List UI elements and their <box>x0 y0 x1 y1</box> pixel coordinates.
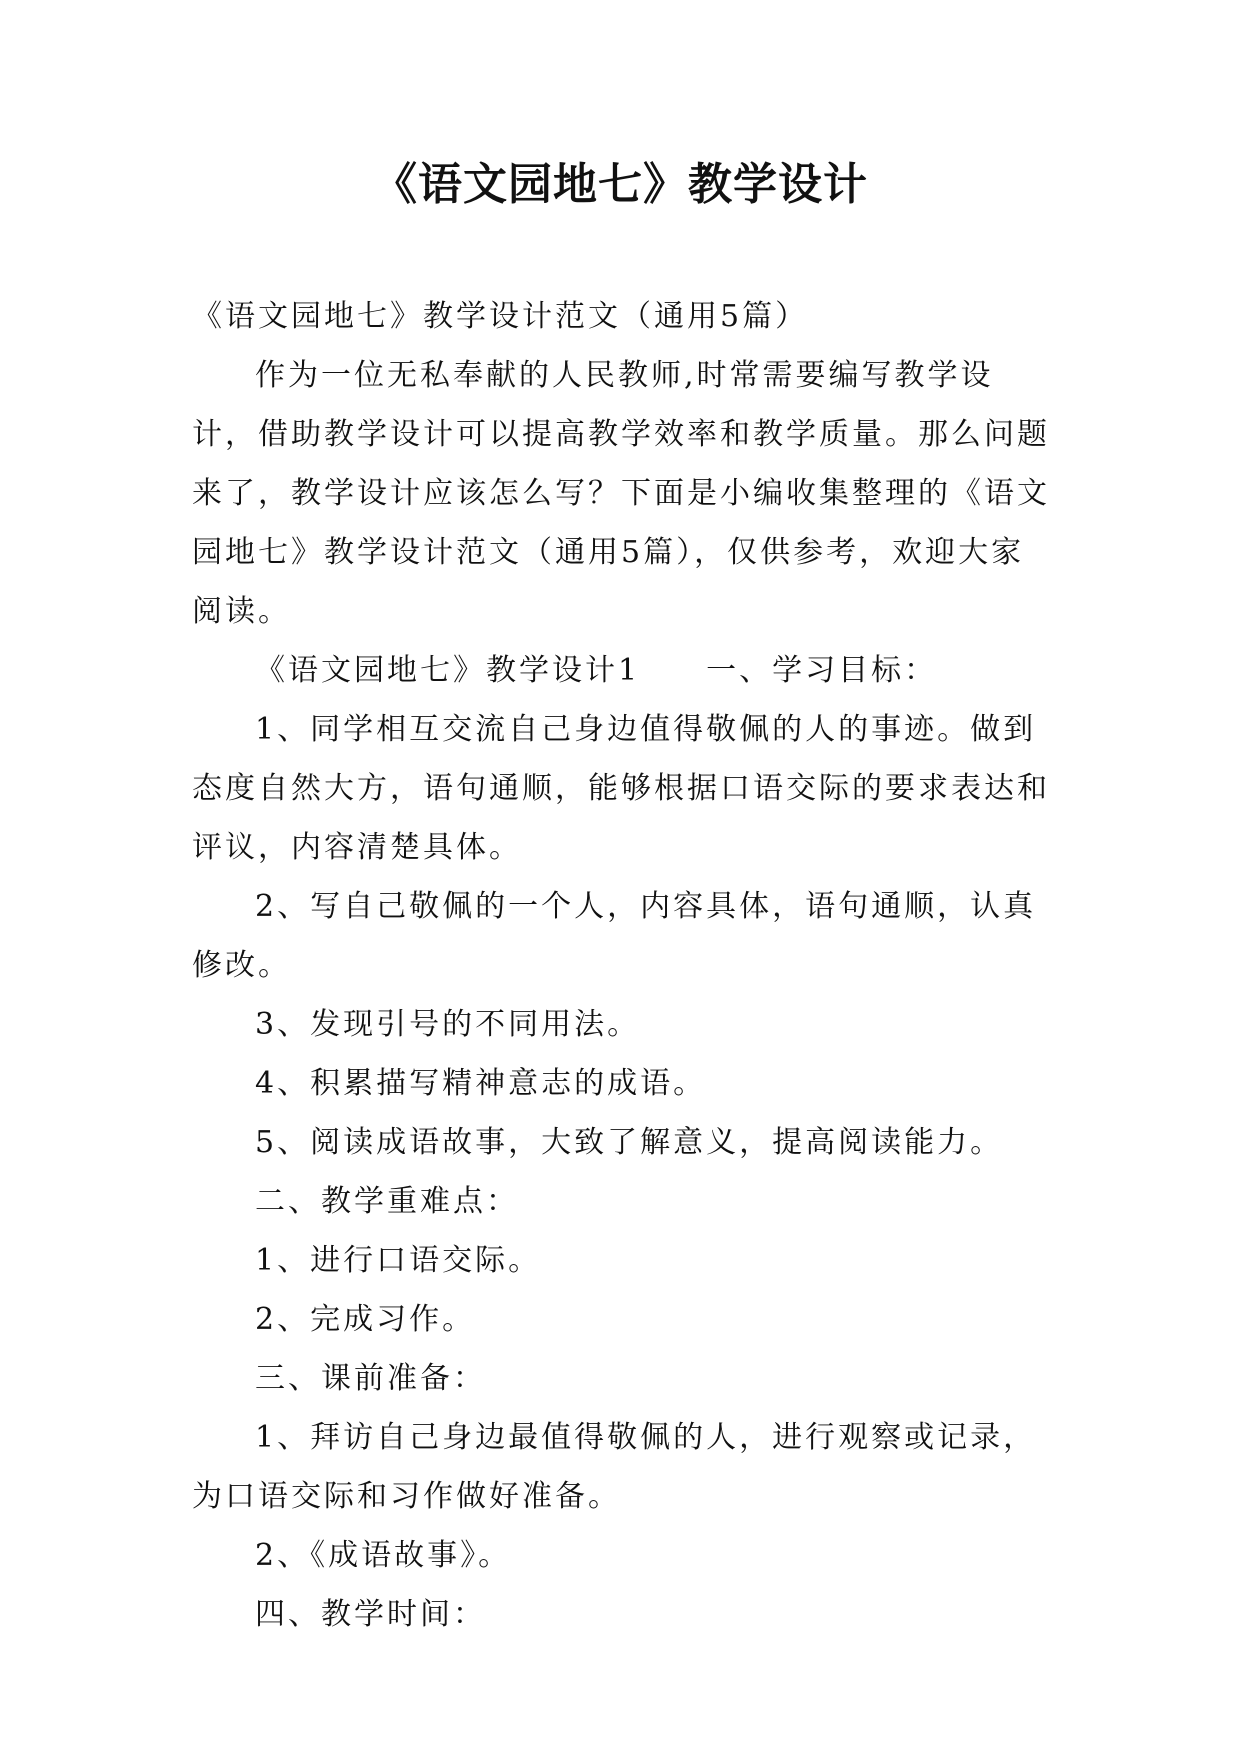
document-body <box>192 287 1052 1644</box>
preparation-1-paragraph: 1、拜访自己身边最值得敬佩的人，进行观察或记录，为口语交际和习作做好准备。 <box>192 1420 1037 1514</box>
section-heading-design-1: 《语文园地七》教学设计1 一、学习目标： <box>255 653 938 688</box>
objective-1-paragraph: 1、同学相互交流自己身边值得敬佩的人的事迹。做到态度自然大方，语句通顺，能够根据口语交际的要求表达和评议，内容清楚具体。 <box>192 712 1050 865</box>
key-point-2-paragraph: 2、完成习作。 <box>255 1302 476 1337</box>
section-heading-key-points: 二、教学重难点： <box>255 1184 519 1219</box>
subtitle-paragraph: 《语文园地七》教学设计范文（通用5篇） <box>192 299 809 334</box>
document-title: 《语文园地七》教学设计 <box>373 159 868 210</box>
objective-5-paragraph: 5、阅读成语故事，大致了解意义，提高阅读能力。 <box>255 1125 1004 1160</box>
section-heading-time: 四、教学时间： <box>255 1597 486 1632</box>
objective-2-paragraph: 2、写自己敬佩的一个人，内容具体，语句通顺，认真修改。 <box>192 889 1037 983</box>
objective-4-paragraph: 4、积累描写精神意志的成语。 <box>255 1066 707 1101</box>
objective-3-paragraph: 3、发现引号的不同用法。 <box>255 1007 641 1042</box>
intro-paragraph: 作为一位无私奉献的人民教师,时常需要编写教学设计，借助教学设计可以提高教学效率和教学质量。那么问题来了，教学设计应该怎么写？下面是小编收集整理的《语文园地七》教学设计范文（通用5篇），仅供参考，欢迎大家阅读。 <box>192 358 1050 629</box>
section-heading-preparation: 三、课前准备： <box>255 1361 486 1396</box>
key-point-1-paragraph: 1、进行口语交际。 <box>255 1243 542 1278</box>
preparation-2-paragraph: 2、《成语故事》。 <box>255 1538 512 1573</box>
